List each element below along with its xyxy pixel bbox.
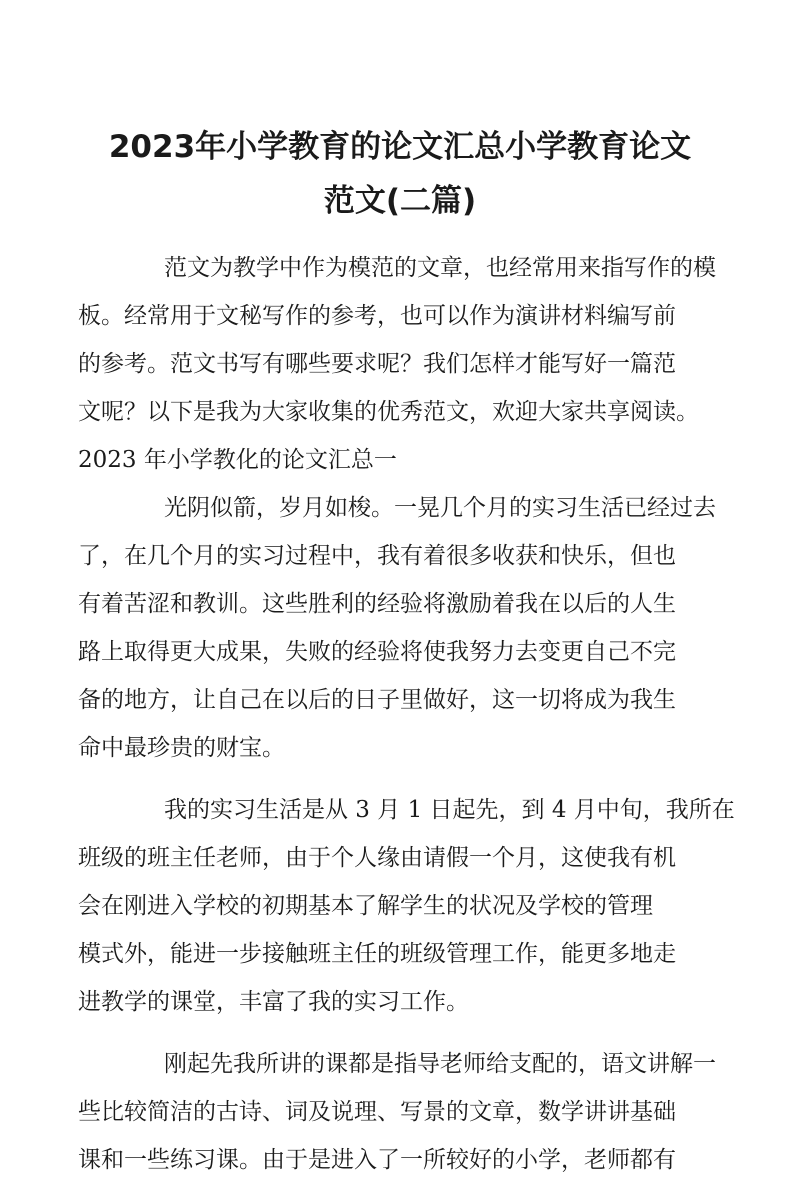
text-line: 模式外，能进一步接触班主任的班级管理工作，能更多地走 xyxy=(78,941,676,967)
text-line: 命中最珍贵的财宝。 xyxy=(78,735,285,761)
text-line: 路上取得更大成果，失败的经验将使我努力去变更自己不完 xyxy=(78,639,676,665)
title-line-2: 范文(二篇) xyxy=(323,183,477,219)
document-body xyxy=(78,244,735,1184)
text-line: 刚起先我所讲的课都是指导老师给支配的，语文讲解一 xyxy=(164,1051,716,1077)
text-line: 文呢？以下是我为大家收集的优秀范文，欢迎大家共享阅读。 xyxy=(78,399,699,425)
text-line: 范文为教学中作为模范的文章，也经常用来指写作的模 xyxy=(164,255,716,281)
text-line: 进教学的课堂，丰富了我的实习工作。 xyxy=(78,989,469,1015)
text-line: 了，在几个月的实习过程中，我有着很多收获和快乐，但也 xyxy=(78,543,676,569)
paragraph-3 xyxy=(78,1040,716,1184)
text-line: 班级的班主任老师，由于个人缘由请假一个月，这使我有机 xyxy=(78,845,676,871)
text-line: 光阴似箭，岁月如梭。一晃几个月的实习生活已经过去 xyxy=(164,495,716,521)
title-line-1: 2023年小学教育的论文汇总小学教育论文 xyxy=(108,129,692,165)
paragraph-2 xyxy=(78,786,735,1026)
section-heading: 2023 年小学教化的论文汇总一 xyxy=(78,447,397,473)
document-title xyxy=(100,120,700,228)
text-line: 备的地方，让自己在以后的日子里做好，这一切将成为我生 xyxy=(78,687,676,713)
text-line: 有着苦涩和教训。这些胜利的经验将激励着我在以后的人生 xyxy=(78,591,676,617)
text-line: 会在刚进入学校的初期基本了解学生的状况及学校的管理 xyxy=(78,893,653,919)
text-line: 板。经常用于文秘写作的参考，也可以作为演讲材料编写前 xyxy=(78,303,676,329)
paragraph-1 xyxy=(78,484,716,772)
text-line: 的参考。范文书写有哪些要求呢？我们怎样才能写好一篇范 xyxy=(78,351,676,377)
text-line: 我的实习生活是从 3 月 1 日起先，到 4 月中旬，我所在 xyxy=(164,797,735,823)
intro-paragraph xyxy=(78,244,716,436)
text-line: 些比较简洁的古诗、词及说理、写景的文章，数学讲讲基础 xyxy=(78,1099,676,1125)
text-line: 课和一些练习课。由于是进入了一所较好的小学，老师都有 xyxy=(78,1147,676,1173)
